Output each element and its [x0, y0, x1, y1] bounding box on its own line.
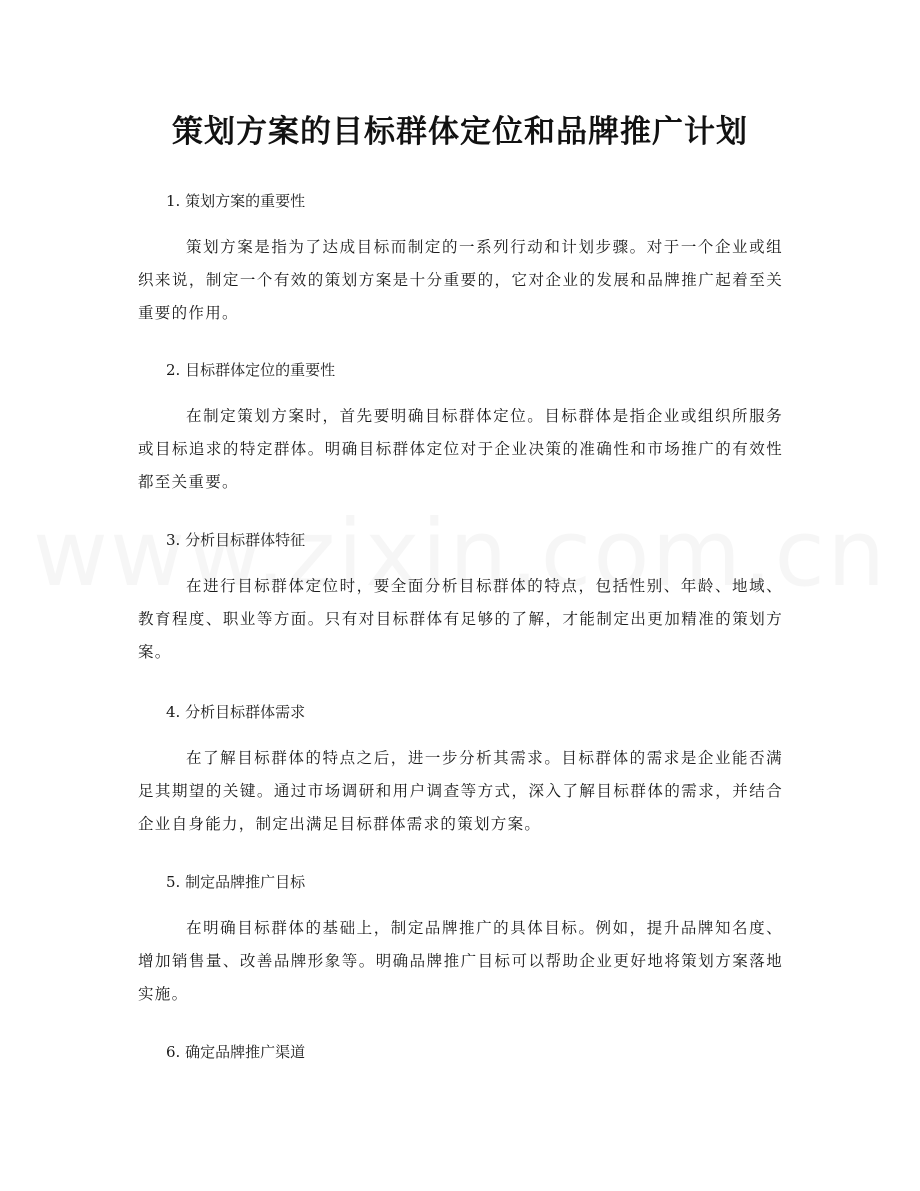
section-body-2: 在制定策划方案时，首先要明确目标群体定位。目标群体是指企业或组织所服务或目标追求的特定群体。明确目标群体定位对于企业决策的准确性和市场推广的有效性都至关重要。 [138, 407, 783, 491]
page-title: 策划方案的目标群体定位和品牌推广计划 [172, 114, 748, 150]
section-heading-2: 2. 目标群体定位的重要性 [166, 361, 336, 379]
section-body-5: 在明确目标群体的基础上，制定品牌推广的具体目标。例如，提升品牌知名度、增加销售量、改善品牌形象等。明确品牌推广目标可以帮助企业更好地将策划方案落地实施。 [138, 919, 783, 1003]
section-body-3: 在进行目标群体定位时，要全面分析目标群体的特点，包括性别、年龄、地域、教育程度、职业等方面。只有对目标群体有足够的了解，才能制定出更加精准的策划方案。 [138, 577, 783, 661]
section-heading-1: 1. 策划方案的重要性 [166, 192, 306, 210]
section-body-1: 策划方案是指为了达成目标而制定的一系列行动和计划步骤。对于一个企业或组织来说，制定一个有效的策划方案是十分重要的，它对企业的发展和品牌推广起着至关重要的作用。 [138, 238, 783, 322]
section-heading-3: 3. 分析目标群体特征 [166, 531, 306, 549]
section-heading-6: 6. 确定品牌推广渠道 [166, 1043, 306, 1061]
section-heading-5: 5. 制定品牌推广目标 [166, 873, 306, 891]
section-heading-4: 4. 分析目标群体需求 [166, 703, 306, 721]
section-body-4: 在了解目标群体的特点之后，进一步分析其需求。目标群体的需求是企业能否满足其期望的关键。通过市场调研和用户调查等方式，深入了解目标群体的需求，并结合企业自身能力，制定出满足目标群体需求的策划方案。 [138, 749, 783, 833]
